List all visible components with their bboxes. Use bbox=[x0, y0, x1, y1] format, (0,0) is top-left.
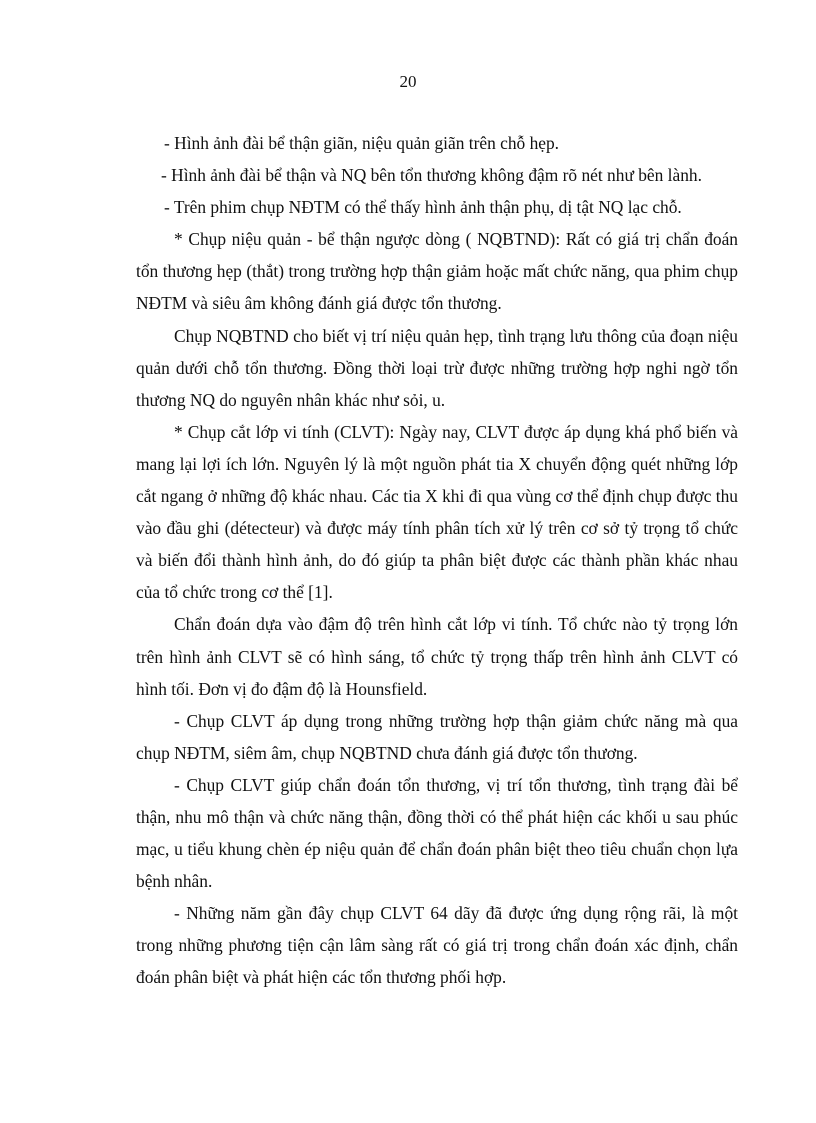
paragraph-nqbtnd-info: Chụp NQBTND cho biết vị trí niệu quản hẹp, tình trạng lưu thông của đoạn niệu quản dưới chỗ tổn thương. Đồng thời loại trừ được những trường hợp nghi ngờ tổn thương NQ do nguyên nhân khác như sỏi, u. bbox=[136, 325, 738, 410]
body-text bbox=[136, 127, 738, 994]
paragraph-bullet-2: - Hình ảnh đài bể thận và NQ bên tổn thương không đậm rõ nét như bên lành. bbox=[161, 165, 702, 186]
paragraph-ct-indication: - Chụp CLVT áp dụng trong những trường hợp thận giảm chức năng mà qua chụp NĐTM, siêm âm, chụp NQBTND chưa đánh giá được tổn thương. bbox=[136, 710, 738, 763]
paragraph-retrograde-pyelography: * Chụp niệu quản - bể thận ngược dòng ( NQBTND): Rất có giá trị chẩn đoán tổn thương hẹp (thắt) trong trường hợp thận giảm hoặc mất chức năng, qua phim chụp NĐTM và siêu âm không đánh giá được tổn thương. bbox=[136, 229, 738, 314]
paragraph-ct-scan: * Chụp cắt lớp vi tính (CLVT): Ngày nay, CLVT được áp dụng khá phổ biến và mang lại lợi ích lớn. Nguyên lý là một nguồn phát tia X chuyển động quét những lớp cắt ngang ở những độ khác nhau. Các tia X khi đi qua vùng cơ thể định chụp được thu vào đầu ghi (détecteur) và được máy tính phân tích xử lý trên cơ sở tỷ trọng tổ chức và biến đổi thành hình ảnh, do đó giúp ta phân biệt được các thành phần khác nhau của tổ chức trong cơ thể [1]. bbox=[136, 421, 738, 603]
page-number: 20 bbox=[399, 72, 417, 91]
paragraph-bullet-1: - Hình ảnh đài bể thận giãn, niệu quản giãn trên chỗ hẹp. bbox=[164, 133, 560, 153]
paragraph-bullet-3: - Trên phim chụp NĐTM có thể thấy hình ảnh thận phụ, dị tật NQ lạc chỗ. bbox=[164, 197, 682, 218]
paragraph-ct-64: - Những năm gần đây chụp CLVT 64 dãy đã được ứng dụng rộng rãi, là một trong những phương tiện cận lâm sàng rất có giá trị trong chẩn đoán xác định, chẩn đoán phân biệt và phát hiện các tổn thương phối hợp. bbox=[136, 903, 738, 988]
paragraph-density: Chẩn đoán dựa vào đậm độ trên hình cắt lớp vi tính. Tổ chức nào tỷ trọng lớn trên hình ảnh CLVT sẽ có hình sáng, tổ chức tỷ trọng thấp trên hình ảnh CLVT có hình tối. Đơn vị đo đậm độ là Hounsfield. bbox=[136, 614, 738, 699]
paragraph-ct-diagnosis: - Chụp CLVT giúp chẩn đoán tổn thương, vị trí tổn thương, tình trạng đài bể thận, nhu mô thận và chức năng thận, đồng thời có thể phát hiện các khối u sau phúc mạc, u tiểu khung chèn ép niệu quản để chẩn đoán phân biệt theo tiêu chuẩn chọn lựa bệnh nhân. bbox=[136, 774, 738, 892]
